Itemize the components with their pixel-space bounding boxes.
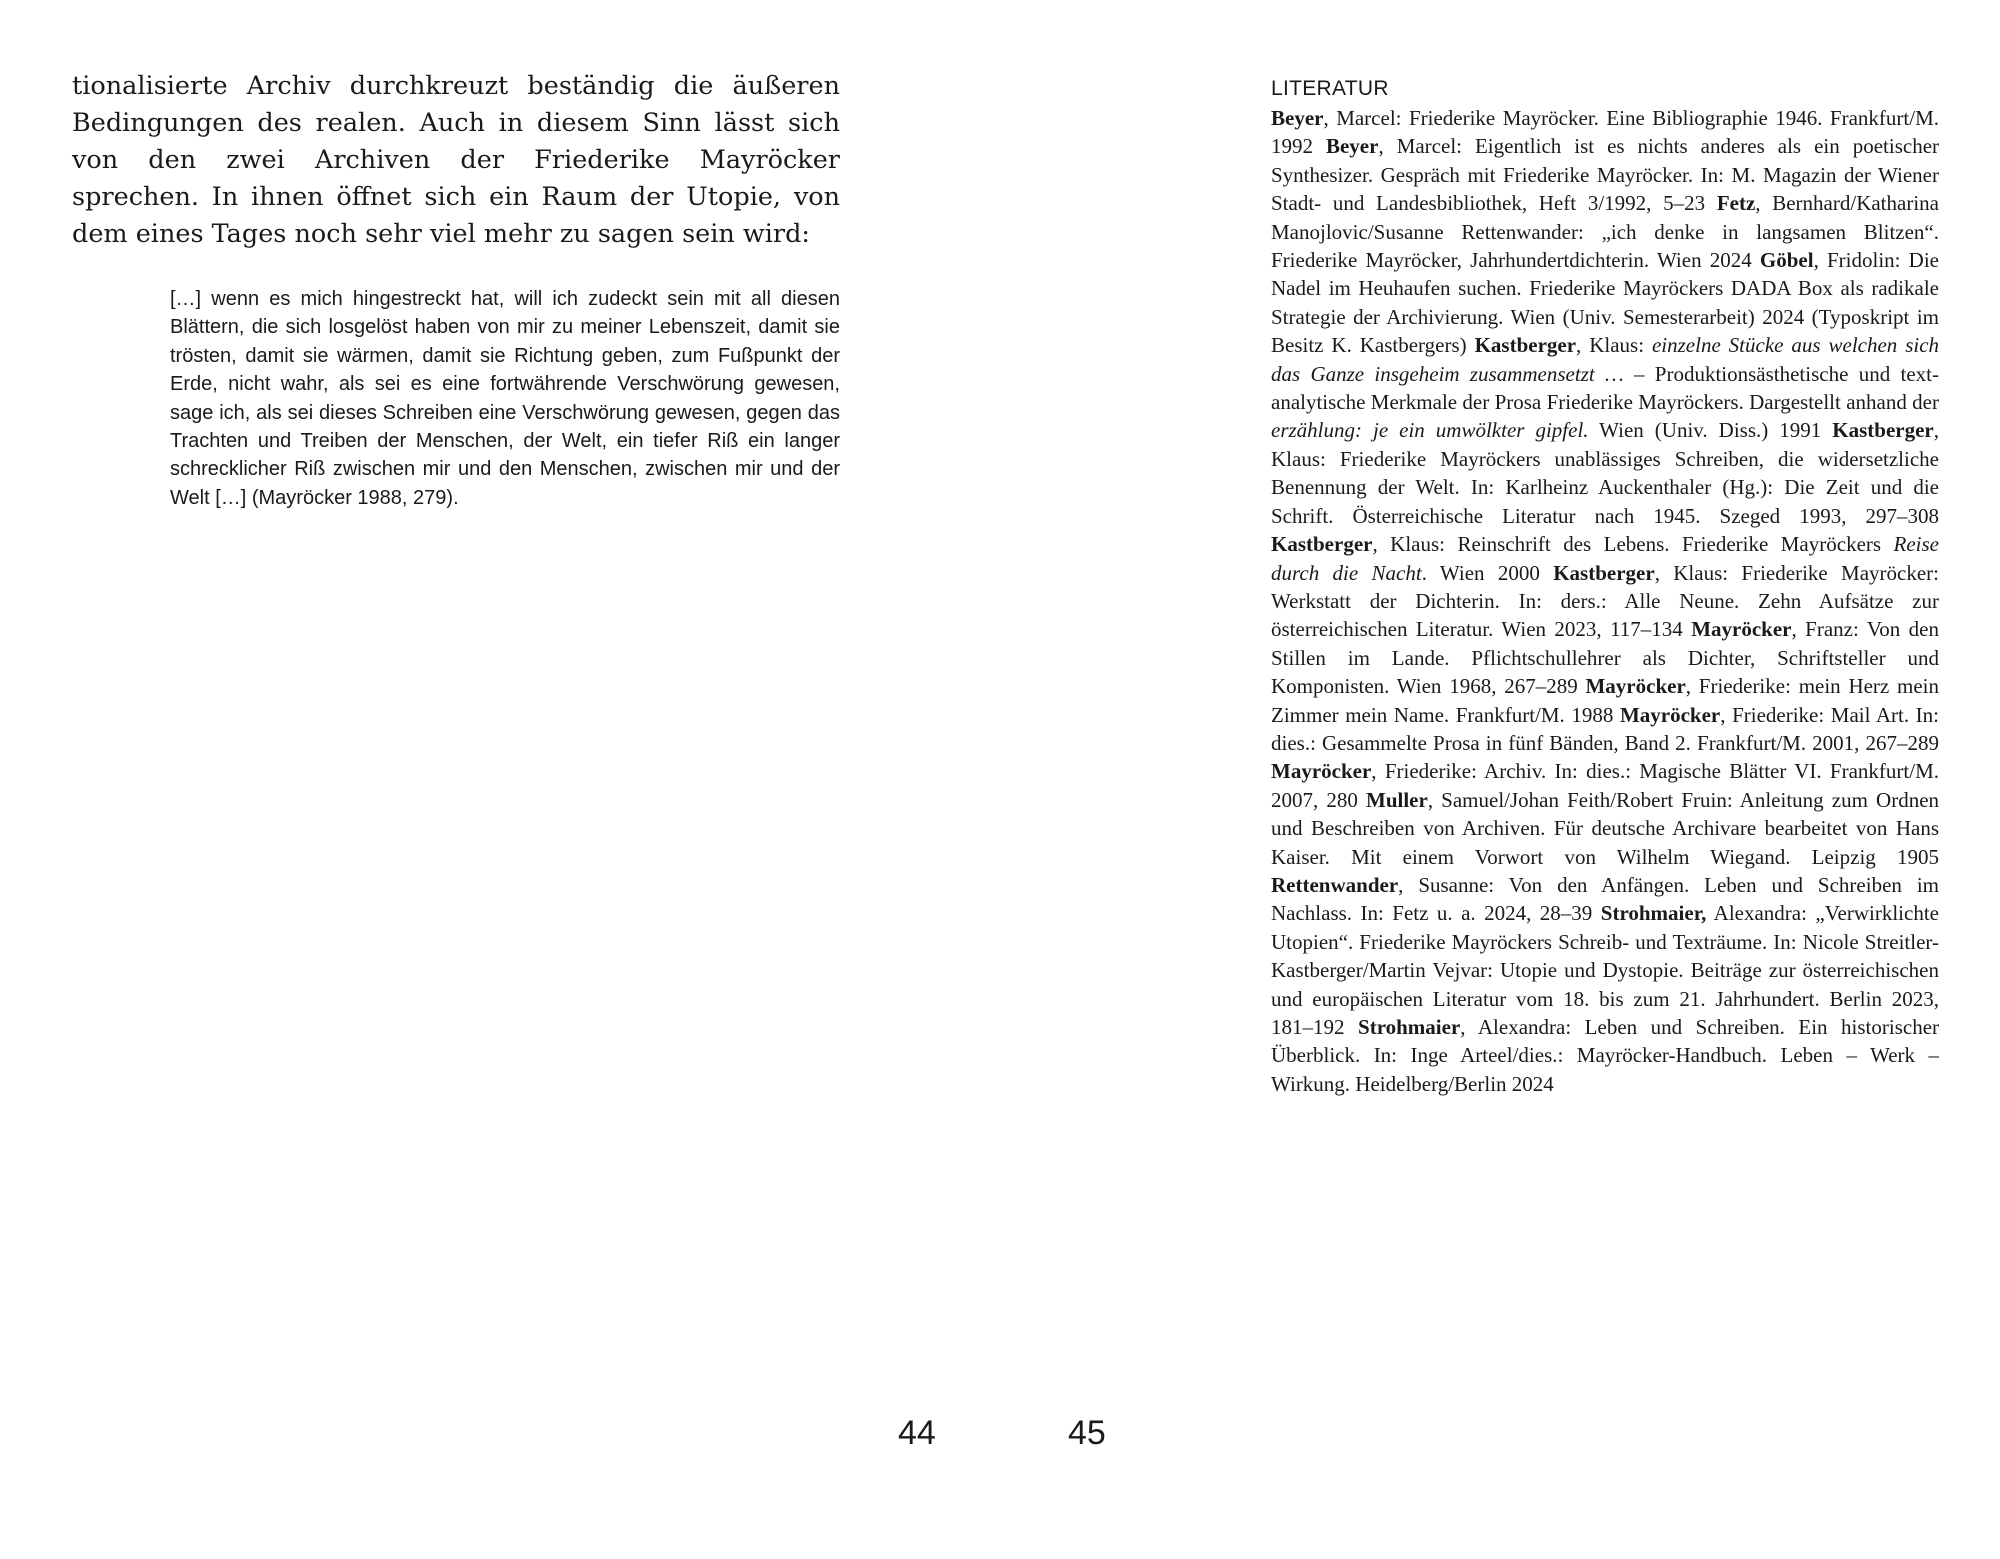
entry-author: Göbel [1759,248,1814,273]
entry-author: Strohmaier, [1600,901,1707,926]
entry-title: erzählung: je ein umwölkter gipfel. [1271,418,1589,443]
literature-heading: LITERATUR [1271,77,1389,100]
page-number-right: 45 [1068,1414,1106,1452]
literature-entry [1271,1015,1939,1096]
entry-text: – Produktionsästhetische und textanalytische Merkmale der Prosa Friederike Mayröckers. Dargestellt anhand der [1271,361,1939,415]
entry-text: , Klaus: Reinschrift des Lebens. Friederike Mayröckers [1372,532,1894,557]
entry-text: , Bernhard/Katharina Manojlovic/Susanne Rettenwander: „ich denke in langsamen Blitzen“. Friederike Mayröcker, Jahrhundertdichterin. Wien 2024 [1271,191,1939,273]
entry-author: Rettenwander [1271,872,1399,897]
entry-text: , Klaus: [1576,333,1652,358]
entry-text: , Samuel/Johan Feith/Robert Fruin: Anleitung zum Ordnen und Beschreiben von Archiven. Für deutsche Archivare bearbeitet von Hans Kaiser. Mit einem Vorwort von Wilhelm Wiegand. Leipzig 1905 [1271,787,1940,869]
entry-author: Kastberger [1474,333,1577,358]
entry-text: , Marcel: Eigentlich ist es nichts anderes als ein poetischer Synthesizer. Gespräch mit Friederike Mayröcker. In: M. Magazin der Wiener Stadt- und Landesbibliothek, Heft 3/1992, 5–23 [1271,134,1940,216]
body-paragraph: tionalisierte Archiv durchkreuzt beständig die äußeren Bedingungen des realen. Auch in diesem Sinn lässt sich von den zwei Archiven der Friederike Mayröcker sprechen. In ihnen öffnet sich ein Raum der Utopie, von dem eines Tages noch sehr viel mehr zu sagen sein wird: [72,71,840,249]
entry-author: Mayröcker [1271,759,1372,784]
entry-author: Muller [1366,787,1428,812]
entry-text: , Klaus: Friederike Mayröckers unablässiges Schreiben, die widersetzliche Benennung der Welt. In: Karlheinz Auckenthaler (Hg.): Die Zeit und die Schrift. Österreichische Literatur nach 1945. Szeged 1993, 297–308 [1271,418,1939,528]
literature-entry [1271,788,1939,869]
page-number-left: 44 [898,1414,936,1452]
entry-author: Kastberger [1832,418,1934,443]
entry-author: Mayröcker [1585,674,1686,699]
entry-text: , Fridolin: Die Nadel im Heuhaufen suchen. Friederike Mayröckers DADA Box als radikale Strategie der Archivierung. Wien (Univ. Semesterarbeit) 2024 (Typoskript im Besitz K. Kastbergers) [1271,248,1939,358]
entry-title: Reise durch die Nacht [1271,532,1939,585]
entry-text: , Alexandra: Leben und Schreiben. Ein historischer Überblick. In: Inge Arteel/dies.: Mayröcker-Handbuch. Leben – Werk – Wirkung. Heidelberg/Berlin 2024 [1271,1015,1940,1096]
entry-text: , Klaus: Friederike Mayröcker: Werkstatt der Dichterin. In: ders.: Alle Neune. Zehn Aufsätze zur österreichischen Literatur. Wien 2023, 117–134 [1271,560,1940,642]
entry-text: Alexandra: „Verwirklichte Utopien“. Friederike Mayröckers Schreib- und Texträume. In: Nicole Streitler-Kastberger/Martin Vejvar: Utopie und Dystopie. Beiträge zur österreichischen und europäischen Literatur vom 18. bis zum 21. Jahrhundert. Berlin 2023, 181–192 [1271,901,1939,1039]
entry-title: einzelne Stücke aus welchen sich das Ganze insgeheim zusammensetzt … [1271,333,1940,386]
block-quote: […] wenn es mich hingestreckt hat, will ich zudeckt sein mit all diesen Blättern, die sich losgelöst haben von mir zu meiner Lebenszeit, damit sie trösten, damit sie wärmen, damit sie Richtung geben, zum Fußpunkt der Erde, nicht wahr, als sei es eine fortwährende Verschwörung gewesen, sage ich, als sei dieses Schreiben eine Verschwörung gewesen, gegen das Trachten und Treiben der Menschen, der Welt, ein tiefer Riß ein langer schrecklicher Riß zwischen mir und den Menschen, zwischen mir und der Welt […] (Mayröcker 1988, 279). [170,288,840,509]
entry-text: . Wien 2000 [1421,560,1540,585]
entry-author: Strohmaier [1358,1015,1461,1039]
entry-author: Mayröcker [1619,702,1721,727]
entry-author: Kastberger [1553,560,1655,585]
entry-text: , Friederike: Mail Art. In: dies.: Gesammelte Prosa in fünf Bänden, Band 2. Frankfurt/M. 2001, 267–289 [1271,702,1939,755]
entry-text: Wien (Univ. Diss.) 1991 [1588,418,1822,443]
entry-text: , Friederike: mein Herz mein Zimmer mein Name. Frankfurt/M. 1988 [1271,674,1939,727]
entry-author: Fetz [1716,191,1756,216]
entry-author: Kastberger [1271,532,1373,557]
right-page [1000,0,2000,1559]
entry-text: , Franz: Von den Stillen im Lande. Pflichtschullehrer als Dichter, Schriftsteller und Komponisten. Wien 1968, 267–289 [1271,617,1940,699]
entry-text: , Marcel: Friederike Mayröcker. Eine Bibliographie 1946. Frankfurt/M. 1992 [1271,106,1939,159]
entry-author: Beyer [1325,134,1379,159]
entry-text: , Friederike: Archiv. In: dies.: Magische Blätter VI. Frankfurt/M. 2007, 280 [1271,759,1939,812]
entry-text: , Susanne: Von den Anfängen. Leben und Schreiben im Nachlass. In: Fetz u. a. 2024, 28–39 [1271,872,1939,926]
entry-author: Beyer [1271,106,1324,130]
literature-entry [1271,418,1821,442]
literature-list [1271,104,1939,1098]
entry-author: Mayröcker [1691,617,1792,642]
